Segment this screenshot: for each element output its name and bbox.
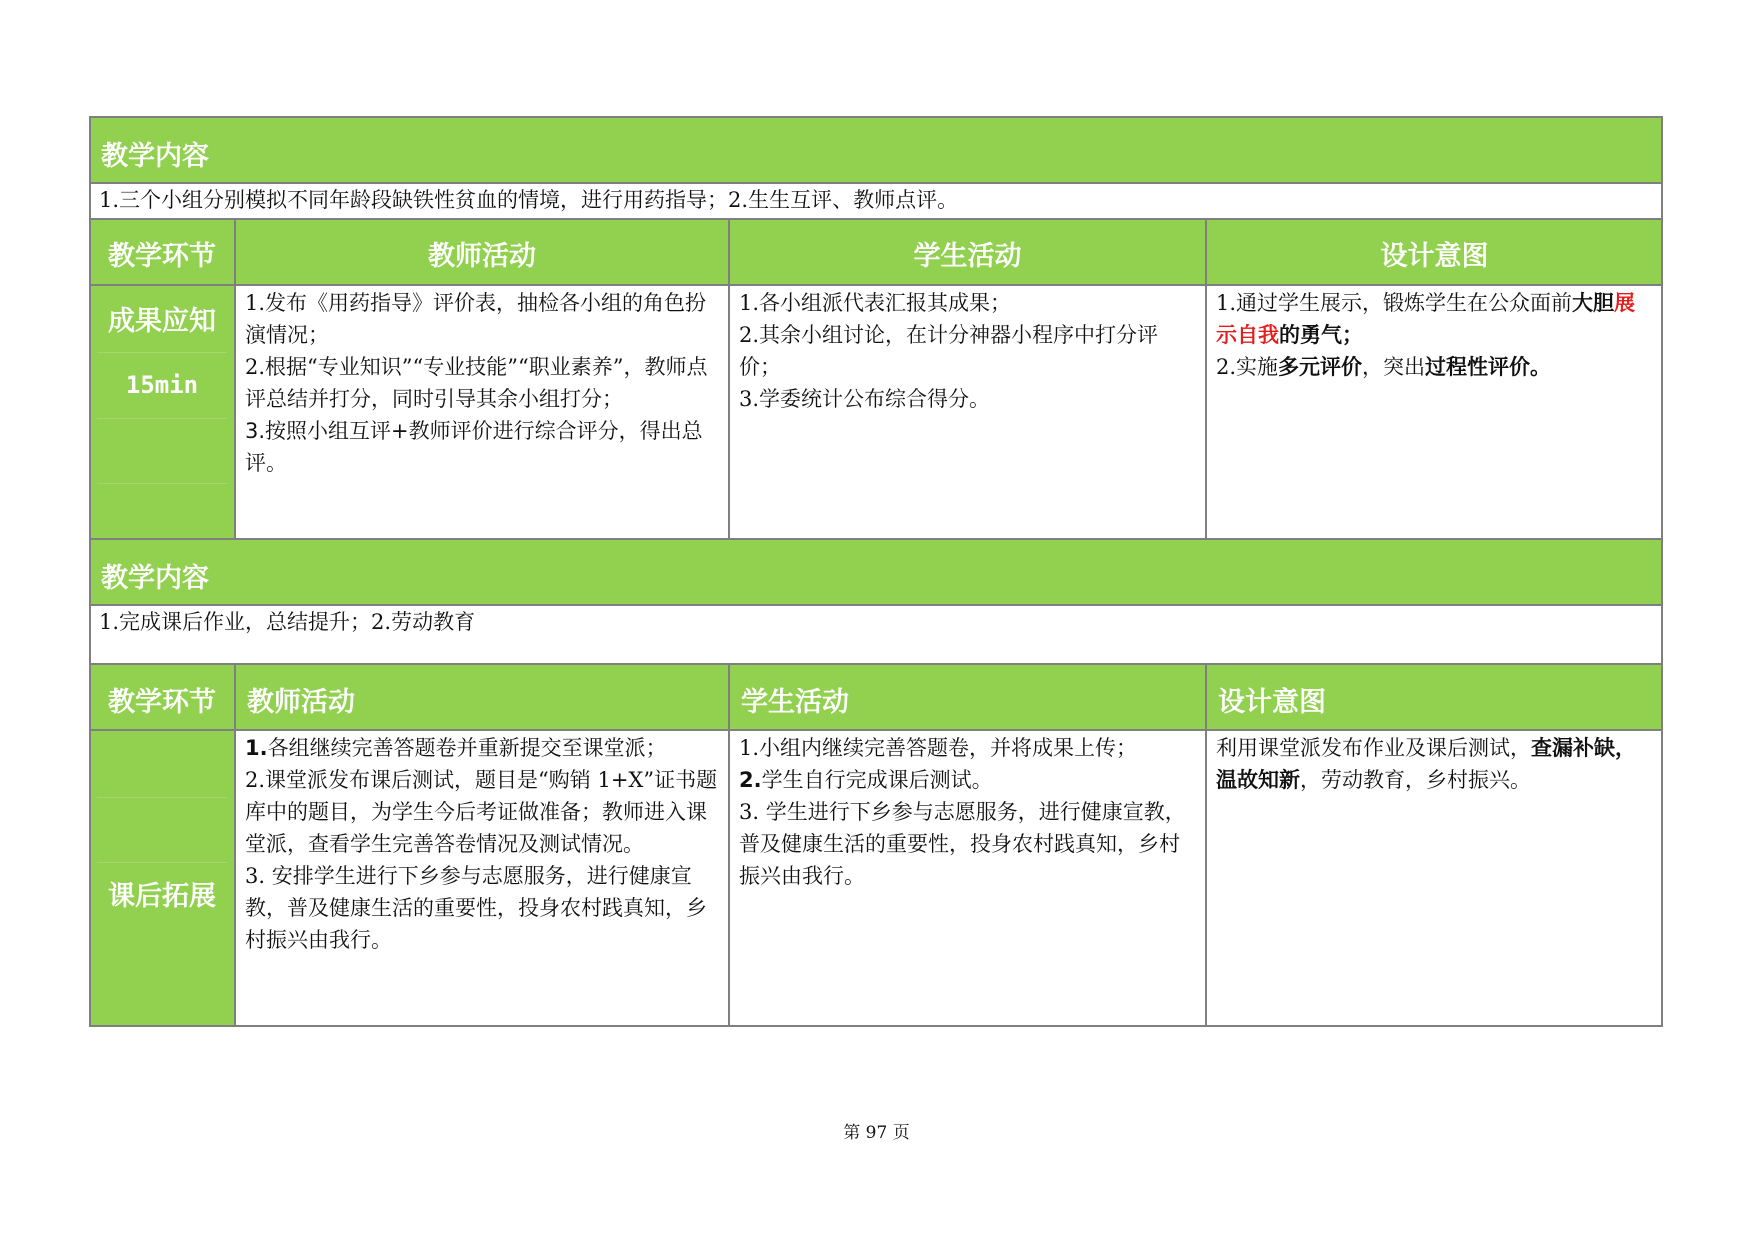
teacher-item: 1.发布《用药指导》评价表，抽检各小组的角色扮演情况； <box>245 291 707 347</box>
content-text-1: 1.三个小组分别模拟不同年龄段缺铁性贫血的情境，进行用药指导；2.生生互评、教师点评。 <box>99 188 959 212</box>
teacher-item: 2.根据“专业知识”“专业技能”“职业素养”，教师点评总结并打分，同时引导其余小组打分； <box>245 355 708 411</box>
content-header-1: 教学内容 <box>89 116 1663 183</box>
teacher-activity-1 <box>235 285 729 539</box>
stage-name-2: 课后拓展 <box>108 881 216 912</box>
page-number: 第 97 页 <box>843 1123 910 1143</box>
teacher-item: 2.课堂派发布课后测试，题目是“购销 1+X”证书题库中的题目，为学生今后考证做准备；教师进入课堂派，查看学生完善答卷情况及测试情况。 <box>245 768 718 856</box>
stage-name-1: 成果应知 <box>108 306 216 337</box>
student-item: 2.学生自行完成课后测试。 <box>739 768 993 792</box>
intent-line: 2.实施多元评价，突出过程性评价。 <box>1216 355 1552 379</box>
student-item: 1.小组内继续完善答题卷，并将成果上传； <box>739 736 1138 760</box>
teacher-item: 1.各组继续完善答题卷并重新提交至课堂派； <box>245 736 667 760</box>
student-item: 1.各小组派代表汇报其成果； <box>739 291 1012 315</box>
stage-duration-1: 15min <box>125 371 199 399</box>
col-header-teacher-2: 教师活动 <box>235 664 729 730</box>
student-item: 3.学委统计公布综合得分。 <box>739 387 991 411</box>
design-intent-2 <box>1206 730 1663 1027</box>
col-header-stage-1: 教学环节 <box>89 219 235 285</box>
design-intent-1 <box>1206 285 1663 539</box>
teacher-activity-2 <box>235 730 729 1027</box>
col-header-teacher-1: 教师活动 <box>235 219 729 285</box>
col-header-student-2: 学生活动 <box>729 664 1206 730</box>
intent-line: 利用课堂派发布作业及课后测试，查漏补缺，温故知新，劳动教育，乡村振兴。 <box>1216 736 1636 792</box>
teacher-item: 3.按照小组互评+教师评价进行综合评分，得出总评。 <box>245 419 703 475</box>
teacher-item: 3. 安排学生进行下乡参与志愿服务，进行健康宣教，普及健康生活的重要性，投身农村践真知，乡村振兴由我行。 <box>245 864 707 952</box>
intent-line: 1.通过学生展示，锻炼学生在公众面前大胆展示自我的勇气； <box>1216 291 1636 347</box>
student-item: 2.其余小组讨论，在计分神器小程序中打分评价； <box>739 323 1159 379</box>
content-header-2: 教学内容 <box>89 539 1663 605</box>
stage-cell-1 <box>89 285 235 539</box>
col-header-stage-2: 教学环节 <box>89 664 235 730</box>
lesson-plan-table <box>89 116 1663 1027</box>
student-activity-1 <box>729 285 1206 539</box>
student-activity-2 <box>729 730 1206 1027</box>
student-item: 3. 学生进行下乡参与志愿服务，进行健康宣教，普及健康生活的重要性，投身农村践真知，乡村振兴由我行。 <box>739 800 1186 888</box>
col-header-intent-2: 设计意图 <box>1206 664 1663 730</box>
col-header-student-1: 学生活动 <box>729 219 1206 285</box>
content-text-2: 1.完成课后作业，总结提升；2.劳动教育 <box>99 610 476 634</box>
col-header-intent-1: 设计意图 <box>1206 219 1663 285</box>
stage-cell-2 <box>89 730 235 1027</box>
